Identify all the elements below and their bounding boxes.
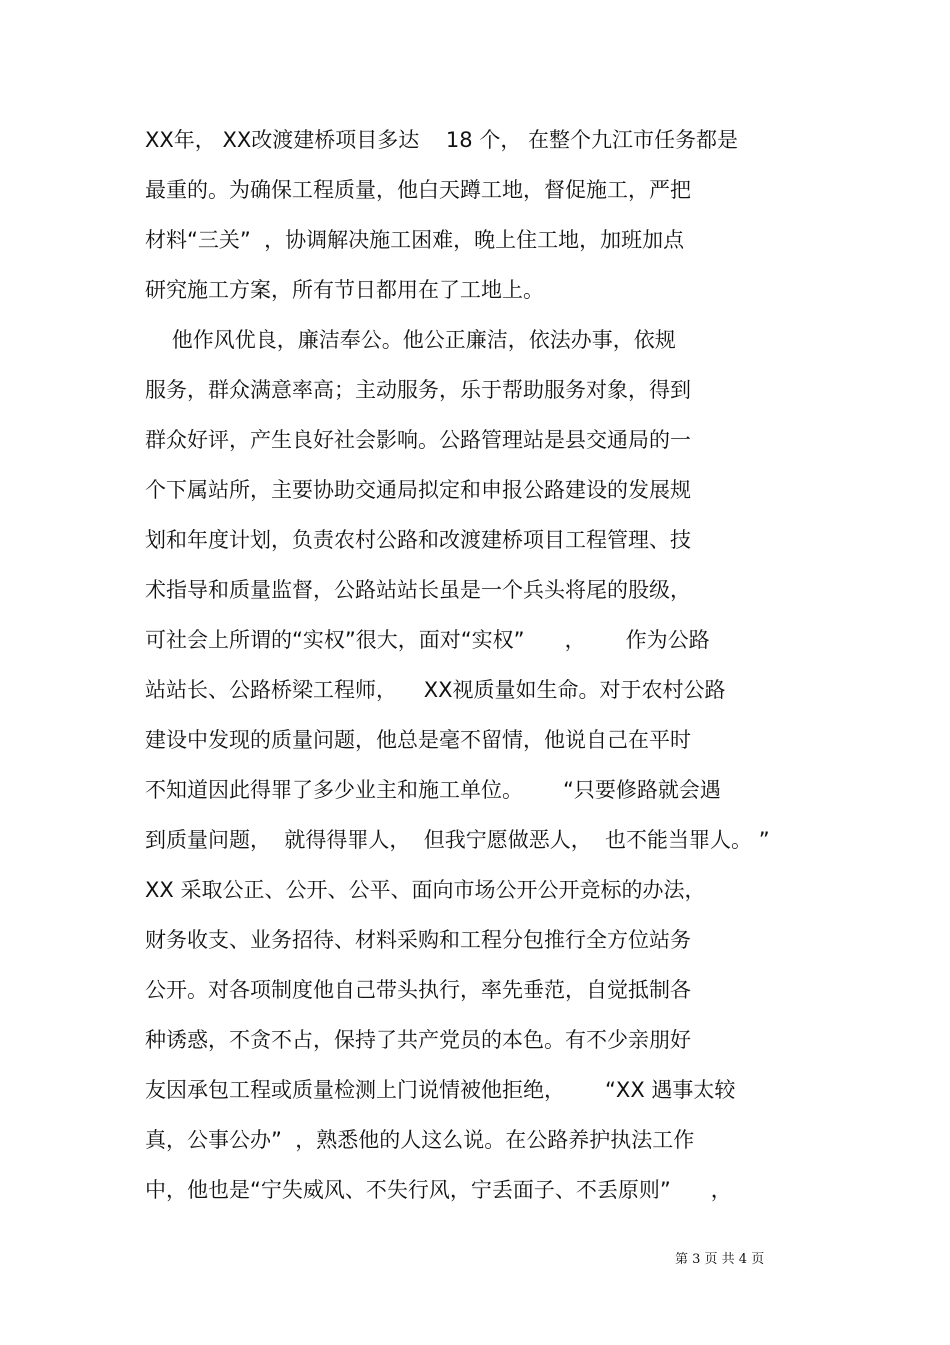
text-line: 站站长、公路桥梁工程师， XX视质量如生命。对于农村公路 [145, 678, 726, 702]
text-line: 术指导和质量监督，公路站站长虽是一个兵头将尾的股级， [145, 578, 691, 602]
text-line: 研究施工方案，所有节日都用在了工地上。 [145, 278, 544, 302]
text-line: 中，他也是“宁失威风、不失行风，宁丢面子、不丢原则” ， [145, 1178, 732, 1202]
text-line: 最重的。为确保工程质量，他白天蹲工地，督促施工，严把 [145, 178, 691, 202]
text-line: 服务，群众满意率高；主动服务，乐于帮助服务对象，得到 [145, 378, 691, 402]
text-line: 真，公事公办” ，熟悉他的人这么说。在公路养护执法工作 [145, 1128, 695, 1152]
text-line: 群众好评，产生良好社会影响。公路管理站是县交通局的一 [145, 428, 691, 452]
text-line: 友因承包工程或质量检测上门说情被他拒绝， “XX 遇事太较 [145, 1078, 736, 1102]
text-line: 个下属站所，主要协助交通局拟定和申报公路建设的发展规 [145, 478, 691, 502]
text-line: 种诱惑，不贪不占，保持了共产党员的本色。有不少亲朋好 [145, 1028, 691, 1052]
text-line: 财务收支、业务招待、材料采购和工程分包推行全方位站务 [145, 928, 691, 952]
text-line: 公开。对各项制度他自己带头执行，率先垂范，自觉抵制各 [145, 978, 691, 1002]
text-line: 材料“三关” ，协调解决施工困难，晚上住工地，加班加点 [145, 228, 685, 252]
text-line: 划和年度计划，负责农村公路和改渡建桥项目工程管理、技 [145, 528, 691, 552]
text-line: XX年， XX改渡建桥项目多达 18 个， 在整个九江市任务都是 [145, 128, 738, 152]
text-line: 建设中发现的质量问题，他总是毫不留情，他说自己在平时 [145, 728, 691, 752]
text-line: 他作风优良，廉洁奉公。他公正廉洁，依法办事，依规 [145, 328, 676, 352]
text-line: 不知道因此得罪了多少业主和施工单位。 “只要修路就会遇 [145, 778, 721, 802]
text-line: 到质量问题， 就得得罪人， 但我宁愿做恶人， 也不能当罪人。 ” [145, 828, 770, 852]
page-number-footer: 第 3 页 共 4 页 [675, 1252, 765, 1267]
text-line: XX 采取公正、公开、公平、面向市场公开公开竞标的办法， [145, 878, 706, 902]
text-line: 可社会上所谓的“实权”很大，面对“实权” ， 作为公路 [145, 628, 710, 652]
